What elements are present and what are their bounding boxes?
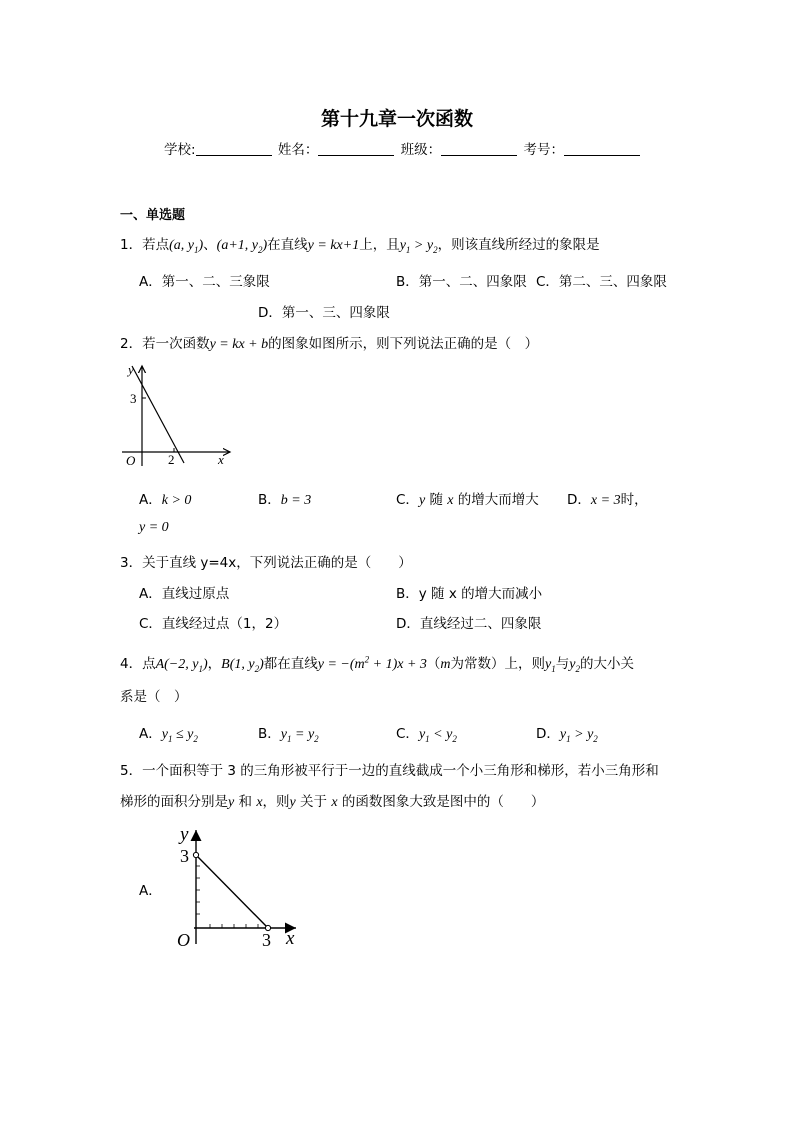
q4-option-a[interactable]: A．$y_1 \le y_2$ [139,726,198,744]
q5-option-a-graph[interactable] [172,822,312,952]
student-info-line [164,138,642,158]
class-label: 班级： [400,142,442,158]
exam-no-label: 考号： [523,142,564,158]
name-label: 姓名： [277,142,319,158]
q1-option-d[interactable]: D．第一、三、四象限 [258,305,390,321]
q5-x-tick-label: 3 [262,930,271,950]
q2-equation: y = kx + b [209,337,269,352]
q5-stem-line2: 梯形的面积分别是y 和 x，则y 关于 x 的函数图象大致是图中的（ ） [120,794,545,810]
q5-function-line [196,855,268,928]
q2-y-label: y [128,362,134,377]
q2-option-c[interactable]: C．y 随 x 的增大而增大 [396,492,539,508]
q5-y-label: y [180,824,189,845]
q2-option-d[interactable]: D．x = 3时， [567,492,648,508]
q3-option-a[interactable]: A．直线过原点 [139,586,230,602]
class-blank[interactable] [441,141,517,156]
page-title: 第十九章一次函数 [320,108,473,130]
q4-option-b[interactable]: B．$y_1 = y_2$ [258,726,319,744]
q3-option-b[interactable]: B．y 随 x 的增大而减小 [396,586,543,602]
q1-option-c[interactable]: C．第二、三、四象限 [536,274,667,290]
section-heading: 一、单选题 [120,208,186,223]
q3-stem: 3．关于直线 y=4x，下列说法正确的是（ ） [120,555,412,571]
q4-stem: 4．点A(−2, $y_1$)，B(1, $y_2$)都在直线$y = -(m^2 + 1)x + 3(m$为常数）上，则$y_1$与$y_2$的大小关 [120,654,634,674]
q2-stem: 2．若一次函数y = kx + b的图象如图所示，则下列说法正确的是（ ） [120,336,539,352]
q2-graph [118,360,238,470]
q4-option-d[interactable]: D．$y_1 > y_2$ [536,726,598,744]
q1-option-a[interactable]: A．第一、二、三象限 [139,274,270,290]
q2-function-line [132,366,184,463]
exam-no-blank[interactable] [564,141,640,156]
q2-x-tick-label: 2 [168,452,175,467]
q1-stem: 1．若点(a, $y_1$)、(a+1, $y_2$)在直线y = kx+1上，且$y_1 > y_2$，则该直线所经过的象限是 [120,237,600,255]
q1-option-b[interactable]: B．第一、二、四象限 [396,274,527,290]
school-label: 学校: [164,142,196,158]
q4-equation: $y = -(m^2 + 1)x + 3$ [317,654,427,672]
q2-x-label: x [218,452,224,467]
q5-option-a-label[interactable]: A． [139,883,162,899]
q5-stem: 5．一个面积等于 3 的三角形被平行于一边的直线截成一个小三角形和梯形，若小三角形和 [120,763,659,779]
q1-equation: y = kx+1 [307,238,360,253]
q3-option-d[interactable]: D．直线经过二、四象限 [396,616,542,632]
q2-option-a[interactable]: A．k > 0 [139,492,192,508]
q3-option-c[interactable]: C．直线经过点（1，2） [139,616,288,632]
q5-x-label: x [286,928,295,949]
school-blank[interactable] [196,141,272,156]
q5-open-point-y [193,852,198,857]
q5-y-tick-label: 3 [180,846,189,866]
q2-origin-label: O [126,453,136,468]
q5-origin-label: O [177,930,190,950]
q4-stem-line2: 系是（ ） [120,689,188,705]
q2-option-d-continued: y = 0 [139,520,169,535]
name-blank[interactable] [318,141,394,156]
q2-y-tick-label: 3 [130,391,137,406]
q4-option-c[interactable]: C．$y_1 < y_2$ [396,726,457,744]
q2-option-b[interactable]: B．b = 3 [258,492,312,508]
